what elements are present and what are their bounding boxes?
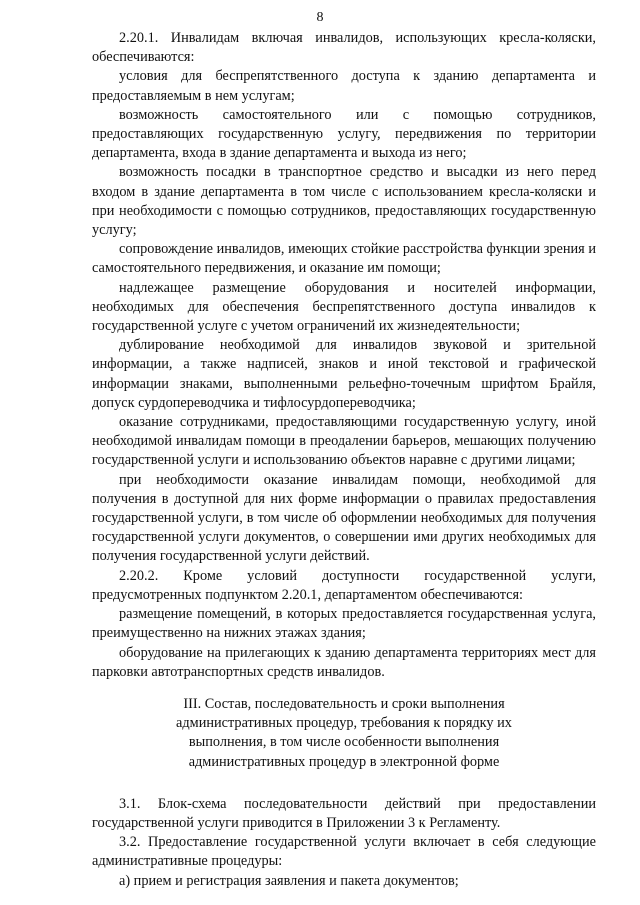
paragraph-escort: сопровождение инвалидов, имеющих стойкие расстройства функции зрения и самостоятельного передвижения, и оказание им помощи; (92, 241, 596, 277)
section-3-heading-line: III. Состав, последовательность и сроки выполнения (183, 695, 505, 712)
paragraph-parking: оборудование на прилегающих к зданию департамента территориях мест для парковки автотранспортных средств инвалидов. (92, 644, 596, 680)
document-body (92, 29, 596, 891)
paragraph-3-2-a: а) прием и регистрация заявления и пакета документов; (119, 872, 459, 889)
paragraph-3-2: 3.2. Предоставление государственной услуги включает в себя следующие административные процедуры: (92, 834, 596, 870)
section-3-heading-line: административных процедур, требования к порядку их (176, 715, 512, 732)
paragraph-information-help: при необходимости оказание инвалидам помощи, необходимой для получения в доступной для них форме информации о правилах предоставления государственной услуги, в том числе об оформлении необходимых для получения государственной услуги документов, о совершении ими других необходимых для получения государственной услуги действий. (92, 471, 596, 565)
paragraph-braille: дублирование необходимой для инвалидов звуковой и зрительной информации, а также надписей, знаков и иной текстовой и графической информации знаками, выполненными рельефно-точечным шрифтом Брайля, допуск сурдопереводчика и тифлосурдопереводчика; (92, 337, 596, 411)
paragraph-lower-floors: размещение помещений, в которых предоставляется государственная услуга, преимущественно на нижних этажах здания; (92, 606, 596, 642)
spacer (92, 786, 596, 795)
section-3-heading (92, 695, 596, 772)
paragraph-equipment: надлежащее размещение оборудования и носителей информации, необходимых для обеспечения беспрепятственного доступа инвалидов к государственной услуге с учетом ограничений их жизнедеятельности; (92, 279, 596, 335)
section-3-heading-line: административных процедур в электронной форме (188, 753, 500, 770)
paragraph-transport: возможность посадки в транспортное средство и высадки из него перед входом в здание департамента в том числе с использованием кресла-коляски и при необходимости с помощью сотрудников, предоставляющих государственную услугу; (92, 164, 596, 239)
paragraph-2-20-1: 2.20.1. Инвалидам включая инвалидов, использующих кресла-коляски, обеспечиваются: (92, 30, 596, 66)
page-number: 8 (316, 10, 324, 25)
paragraph-access-conditions: условия для беспрепятственного доступа к зданию департамента и предоставляемым в нем услугам; (92, 68, 596, 104)
paragraph-movement: возможность самостоятельного или с помощью сотрудников, предоставляющих государственную услугу, передвижения по территории департамента, входа в здание департамента и выхода из него; (92, 106, 596, 162)
paragraph-2-20-2: 2.20.2. Кроме условий доступности государственной услуги, предусмотренных подпунктом 2.20.1, департаментом обеспечиваются: (92, 567, 596, 603)
paragraph-staff-help: оказание сотрудниками, предоставляющими государственную услугу, иной необходимой инвалидам помощи в преодалении барьеров, мешающих получению государственной услуги и использованию объектов наравне с другими лицами; (92, 414, 596, 469)
section-3-heading-line: выполнения, в том числе особенности выполнения (188, 734, 500, 751)
paragraph-3-1: 3.1. Блок-схема последовательности действий при предоставлении государственной услуги приводится в Приложении 3 к Регламенту. (92, 795, 596, 831)
